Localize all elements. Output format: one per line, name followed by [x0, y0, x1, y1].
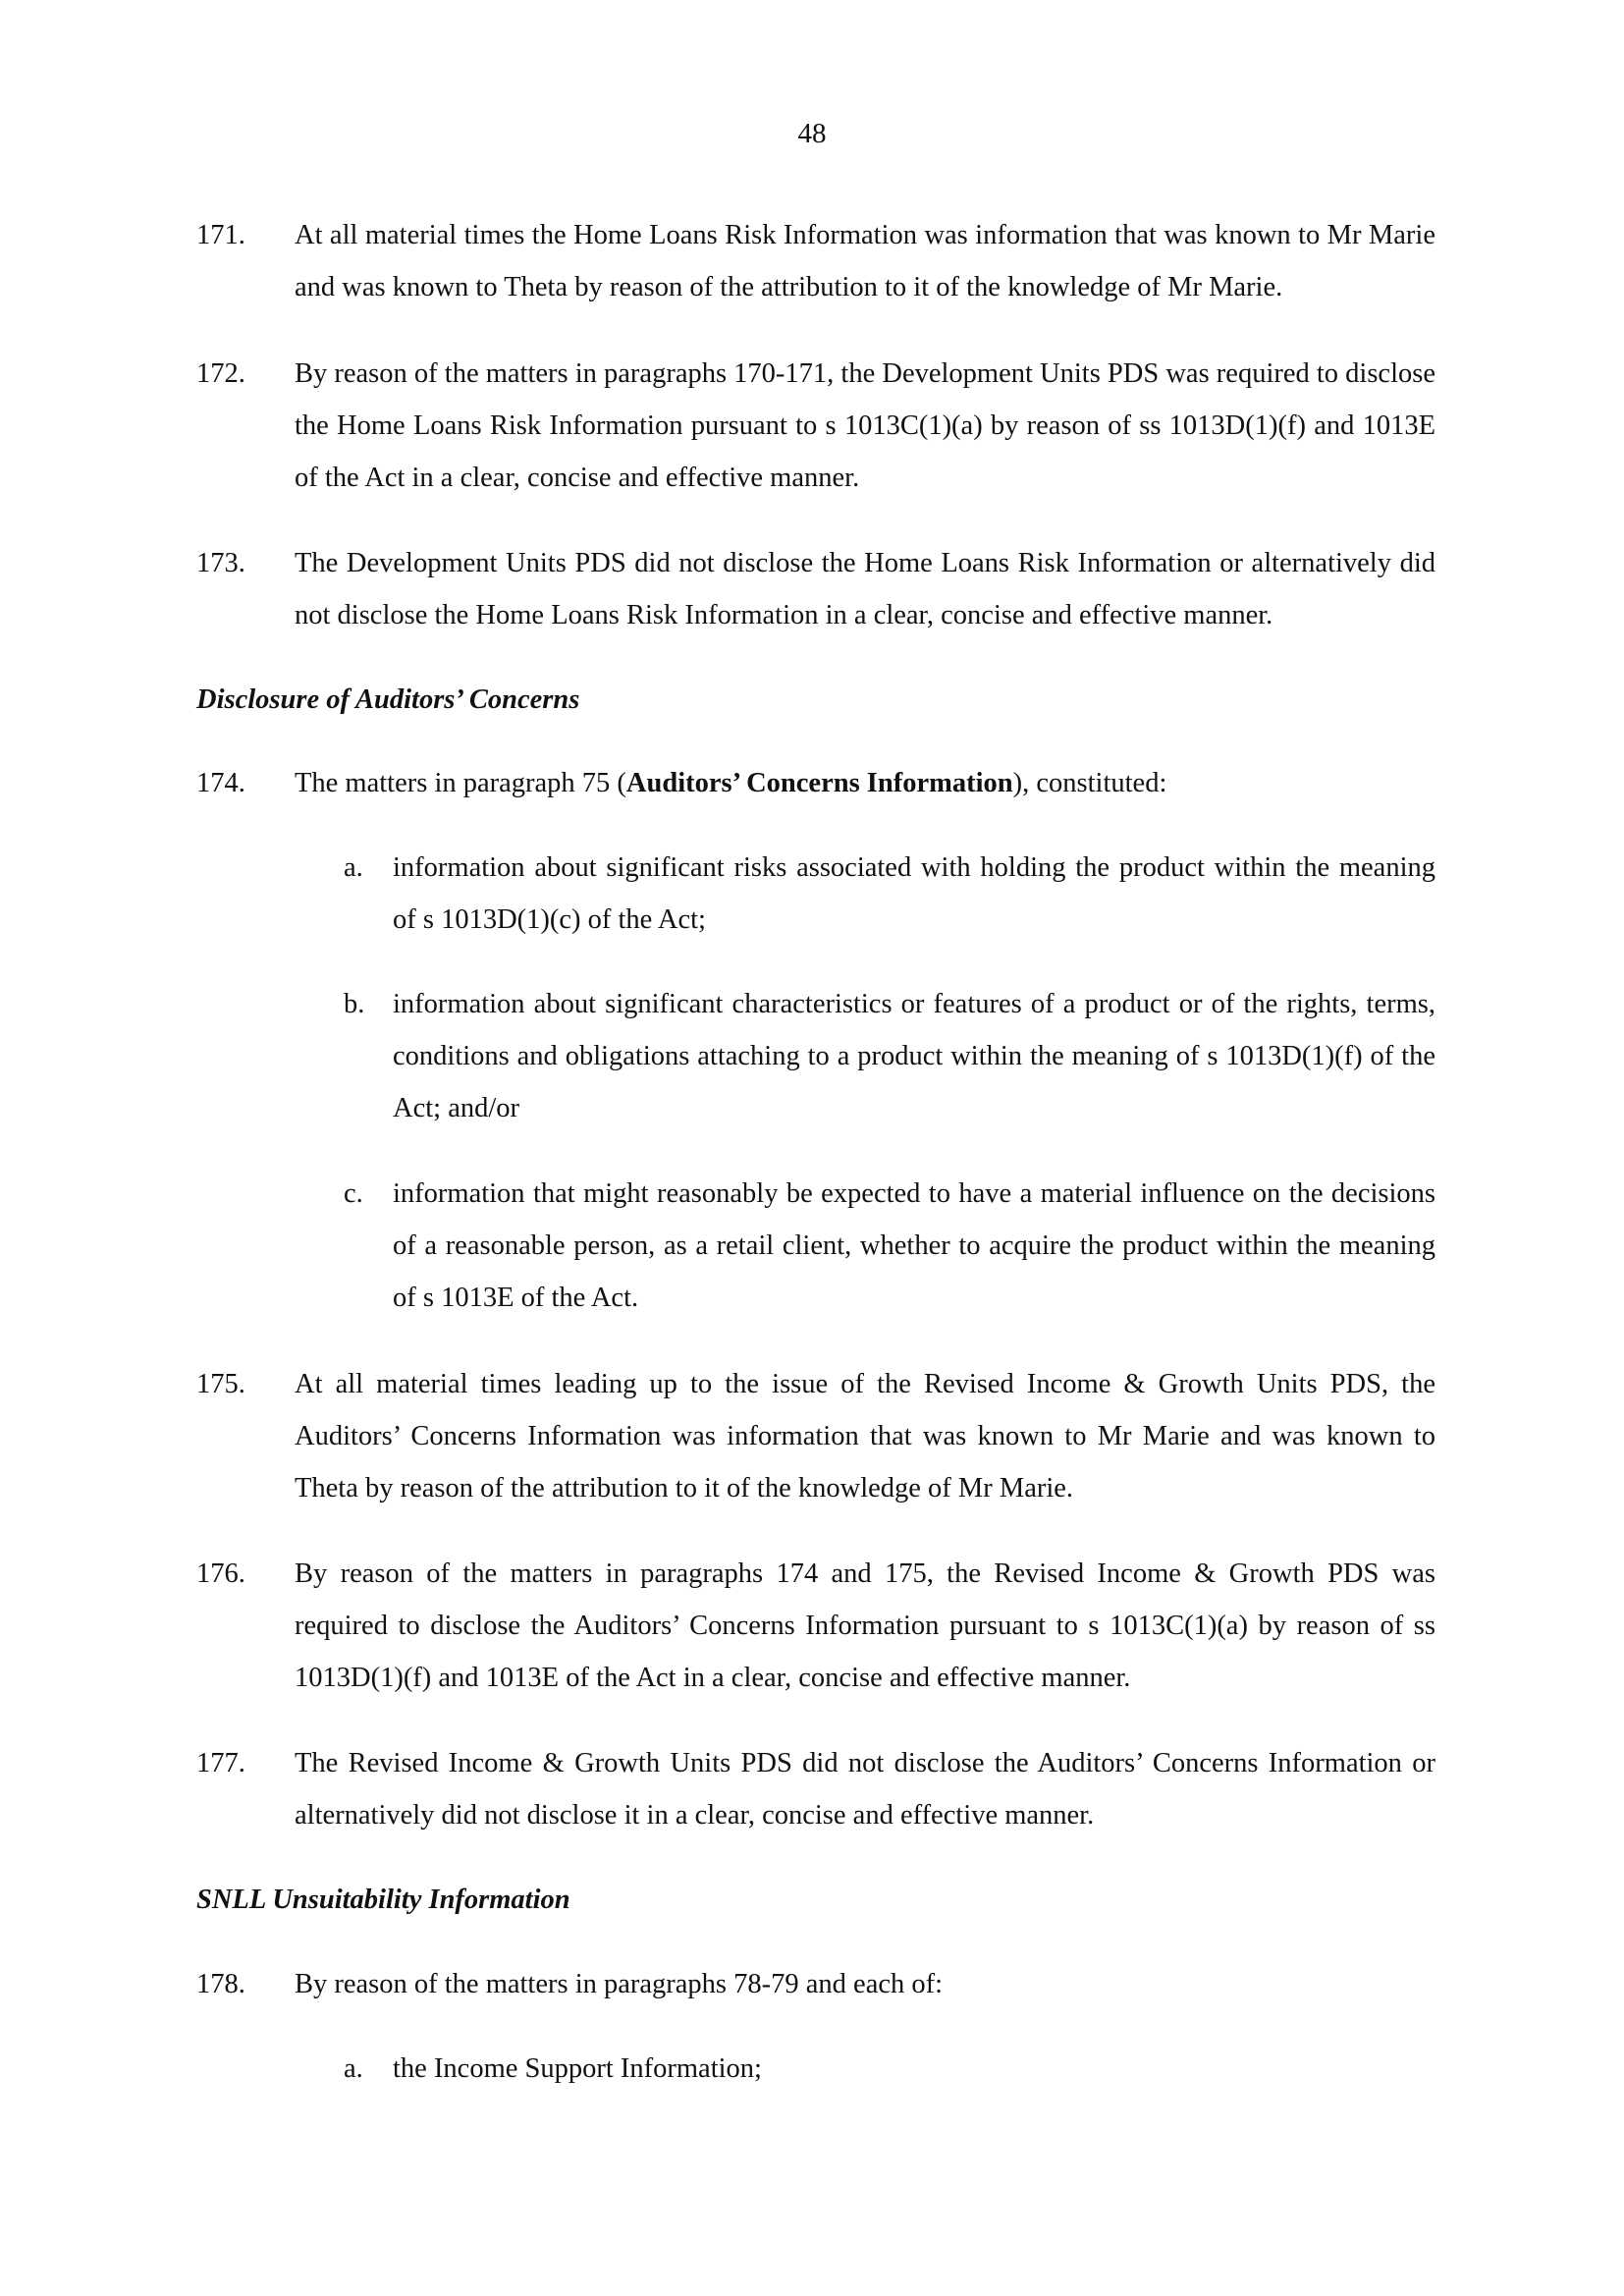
subparagraph-letter: c.: [344, 1178, 363, 1209]
paragraph-text: The Revised Income & Growth Units PDS did not disclose the Auditors’ Concerns Information or alternatively did not disclose it in a clear, concise and effective manner.: [295, 1748, 1435, 1831]
paragraph-number: 177.: [196, 1748, 245, 1778]
paragraph-number: 174.: [196, 768, 245, 798]
subparagraph-text: the Income Support Information;: [393, 2053, 762, 2084]
subparagraph-letter: b.: [344, 989, 365, 1019]
paragraph-number: 178.: [196, 1969, 245, 1999]
paragraph-number: 173.: [196, 548, 245, 578]
paragraph-number: 176.: [196, 1558, 245, 1589]
defined-term: Auditors’ Concerns Information: [625, 768, 1013, 798]
paragraph-number: 172.: [196, 358, 245, 389]
subparagraph-text: information that might reasonably be expected to have a material influence on the decisions of a reasonable person, as a retail client, whether to acquire the product within the meaning of s 1013E of the Act.: [393, 1178, 1435, 1313]
paragraph-text: [295, 757, 1435, 809]
subparagraph-text: information about significant characteristics or features of a product or of the rights, terms, conditions and obligations attaching to a product within the meaning of s 1013D(1)(f) of the Act; and/or: [393, 989, 1435, 1123]
paragraph-text: At all material times the Home Loans Risk Information was information that was known to Mr Marie and was known to Theta by reason of the attribution to it of the knowledge of Mr Marie.: [295, 220, 1435, 302]
paragraph-text: By reason of the matters in paragraphs 170-171, the Development Units PDS was required to disclose the Home Loans Risk Information pursuant to s 1013C(1)(a) by reason of ss 1013D(1)(f) and 1013E of the Act in a clear, concise and effective manner.: [295, 358, 1435, 493]
section-heading: Disclosure of Auditors’ Concerns: [196, 684, 580, 715]
subparagraph-letter: a.: [344, 852, 363, 883]
section-heading: SNLL Unsuitability Information: [196, 1885, 570, 1915]
paragraph-number: 175.: [196, 1369, 245, 1399]
subparagraph-letter: a.: [344, 2053, 363, 2084]
text-segment: ), constituted:: [1012, 768, 1167, 798]
paragraph-text: The Development Units PDS did not disclose the Home Loans Risk Information or alternatively did not disclose the Home Loans Risk Information in a clear, concise and effective manner.: [295, 548, 1435, 630]
text-segment: The matters in paragraph 75 (: [295, 768, 626, 798]
subparagraph-text: information about significant risks associated with holding the product within the meaning of s 1013D(1)(c) of the Act;: [393, 852, 1435, 935]
paragraph-text: By reason of the matters in paragraphs 174 and 175, the Revised Income & Growth PDS was required to disclose the Auditors’ Concerns Information pursuant to s 1013C(1)(a) by reason of ss 1013D(1)(f) and 1013E of the Act in a clear, concise and effective manner.: [295, 1558, 1435, 1693]
paragraph-number: 171.: [196, 220, 245, 250]
page-number: 48: [797, 118, 827, 149]
paragraph-text: By reason of the matters in paragraphs 78-79 and each of:: [295, 1969, 944, 1999]
paragraph-text: At all material times leading up to the issue of the Revised Income & Growth Units PDS, the Auditors’ Concerns Information was information that was known to Mr Marie and was known to Theta by reason of the attribution to it of the knowledge of Mr Marie.: [295, 1369, 1435, 1503]
